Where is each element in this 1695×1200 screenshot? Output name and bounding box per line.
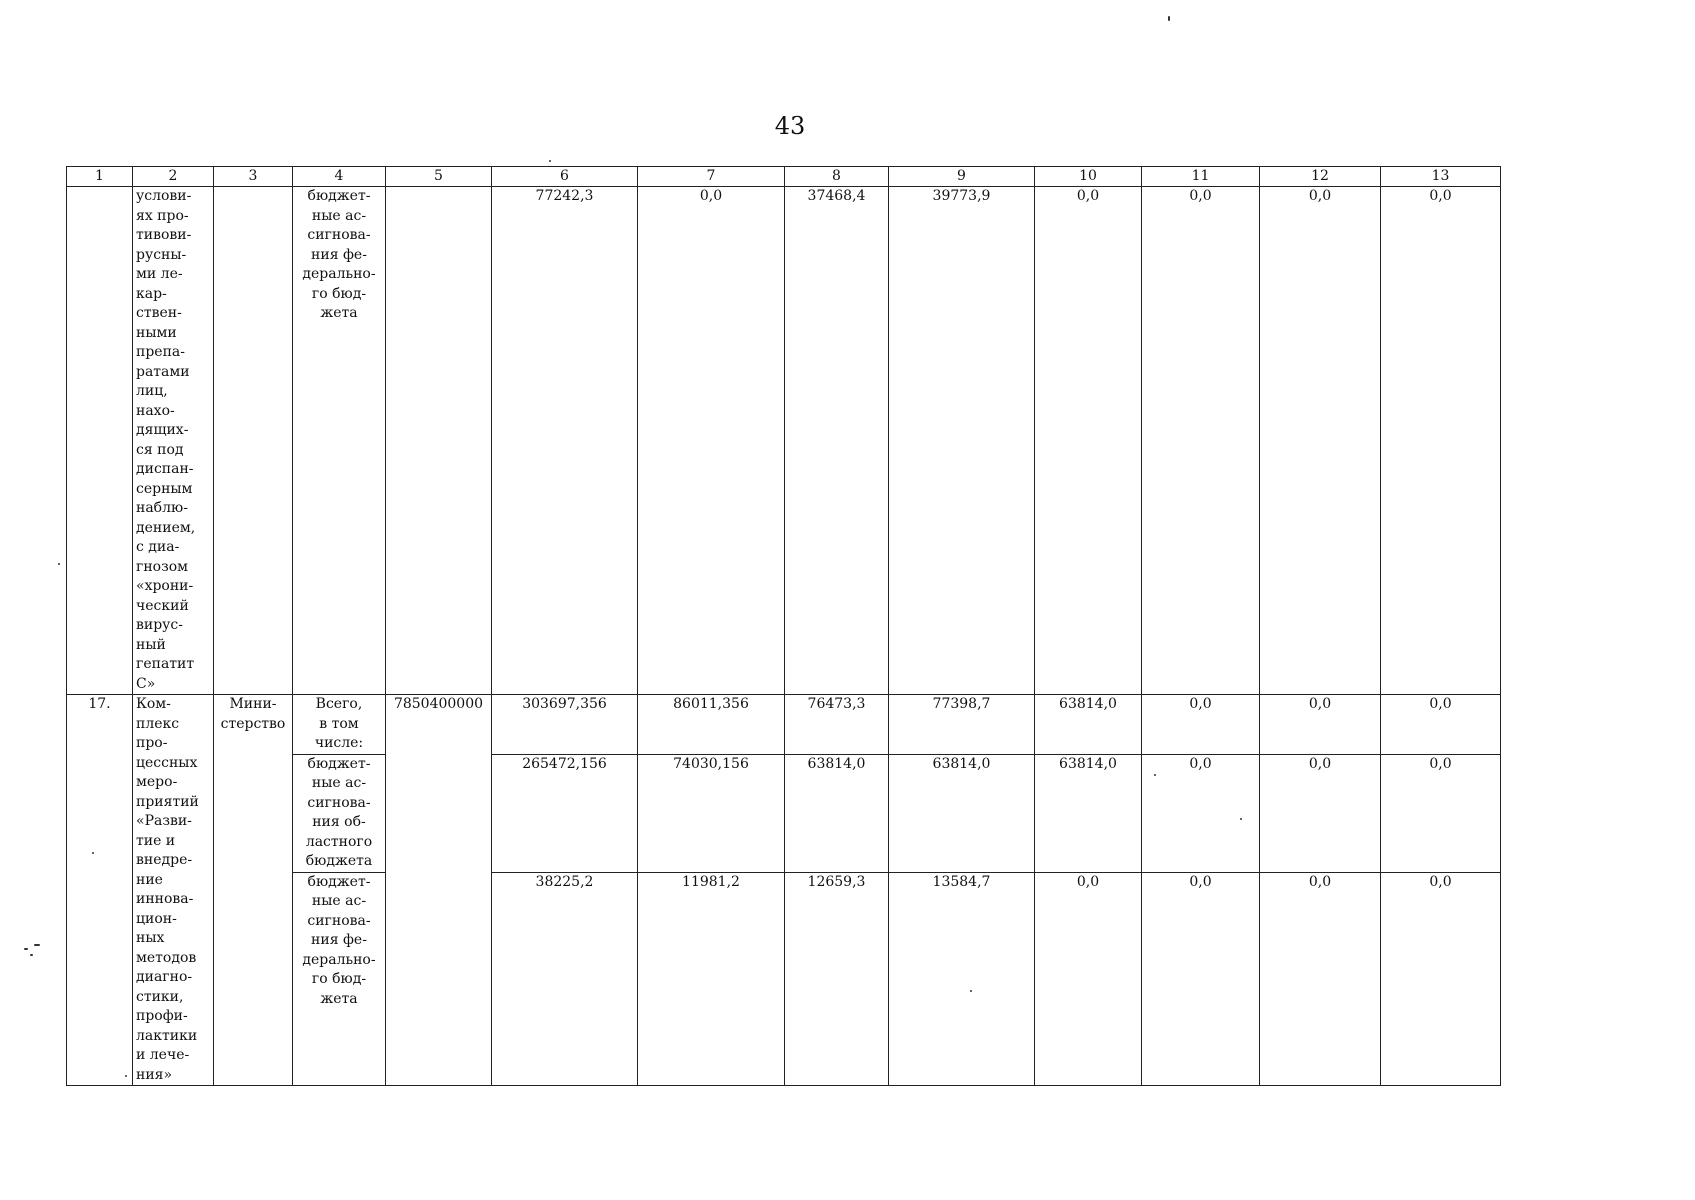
scan-speck xyxy=(125,1075,127,1077)
funding-source-cell: бюджет- ные ас- сигнова- ния фе- дерально- го бюд- жета xyxy=(293,872,386,1086)
column-header: 12 xyxy=(1260,167,1381,187)
value-cell: 0,0 xyxy=(1142,187,1260,695)
value-cell: 38225,2 xyxy=(492,872,638,1086)
value-cell: 63814,0 xyxy=(1035,695,1142,755)
value-cell: 0,0 xyxy=(1035,187,1142,695)
value-cell: 63814,0 xyxy=(785,754,889,872)
executor-cell: Мини- стерство xyxy=(214,695,293,1086)
value-cell: 63814,0 xyxy=(1035,754,1142,872)
value-cell: 77242,3 xyxy=(492,187,638,695)
value-cell: 0,0 xyxy=(1035,872,1142,1086)
scan-speck xyxy=(30,954,33,956)
value-cell: 74030,156 xyxy=(638,754,785,872)
column-header: 2 xyxy=(133,167,214,187)
value-cell: 13584,7 xyxy=(889,872,1035,1086)
column-header: 4 xyxy=(293,167,386,187)
scan-speck xyxy=(92,852,94,854)
column-header: 13 xyxy=(1381,167,1501,187)
value-cell: 0,0 xyxy=(1381,754,1501,872)
scan-speck xyxy=(58,563,60,565)
value-cell: 0,0 xyxy=(1260,754,1381,872)
scan-speck xyxy=(1154,774,1156,776)
scan-speck xyxy=(24,948,28,950)
scan-speck xyxy=(1168,16,1170,21)
page-number: 43 xyxy=(774,112,806,140)
column-header: 9 xyxy=(889,167,1035,187)
item-number-cell xyxy=(67,187,133,695)
value-cell: 265472,156 xyxy=(492,754,638,872)
value-cell: 0,0 xyxy=(1381,695,1501,755)
value-cell: 0,0 xyxy=(1142,872,1260,1086)
value-cell: 303697,356 xyxy=(492,695,638,755)
executor-cell xyxy=(214,187,293,695)
scan-speck xyxy=(1240,818,1242,820)
scan-speck xyxy=(34,944,40,946)
item-name-cell: Ком- плекс про- цессных меро- приятий «Разви- тие и внедре- ние иннова- цион- ных методов диагно- стики, профи- лактики и лече- ния» xyxy=(133,695,214,1086)
value-cell: 39773,9 xyxy=(889,187,1035,695)
value-cell: 0,0 xyxy=(1260,187,1381,695)
column-number-row xyxy=(67,167,1501,187)
value-cell: 0,0 xyxy=(1260,872,1381,1086)
scan-speck xyxy=(549,160,551,162)
column-header: 1 xyxy=(67,167,133,187)
value-cell: 0,0 xyxy=(1381,872,1501,1086)
value-cell: 37468,4 xyxy=(785,187,889,695)
item-name-cell: услови- ях про- тивови- русны- ми ле- кар- ствен- ными препа- ратами лиц, нахо- дящих- ся под диспан- серным наблю- дением, с диа- гнозом «хрони- ческий вирус- ный гепатит С» xyxy=(133,187,214,695)
column-header: 8 xyxy=(785,167,889,187)
table-row-continued xyxy=(67,187,1501,695)
column-header: 11 xyxy=(1142,167,1260,187)
funding-source-cell: бюджет- ные ас- сигнова- ния фе- дерально- го бюд- жета xyxy=(293,187,386,695)
value-cell: 63814,0 xyxy=(889,754,1035,872)
funding-source-cell: Всего, в том числе: xyxy=(293,695,386,755)
budget-table xyxy=(66,166,1501,1086)
code-cell: 7850400000 xyxy=(386,695,492,1086)
value-cell: 0,0 xyxy=(638,187,785,695)
column-header: 10 xyxy=(1035,167,1142,187)
value-cell: 12659,3 xyxy=(785,872,889,1086)
table-row-item-17-total xyxy=(67,695,1501,755)
column-header: 6 xyxy=(492,167,638,187)
value-cell: 77398,7 xyxy=(889,695,1035,755)
column-header: 3 xyxy=(214,167,293,187)
item-number-cell: 17. xyxy=(67,695,133,1086)
value-cell: 0,0 xyxy=(1142,754,1260,872)
value-cell: 0,0 xyxy=(1381,187,1501,695)
value-cell: 86011,356 xyxy=(638,695,785,755)
value-cell: 11981,2 xyxy=(638,872,785,1086)
column-header: 7 xyxy=(638,167,785,187)
value-cell: 0,0 xyxy=(1142,695,1260,755)
value-cell: 0,0 xyxy=(1260,695,1381,755)
funding-source-cell: бюджет- ные ас- сигнова- ния об- ластного бюджета xyxy=(293,754,386,872)
code-cell xyxy=(386,187,492,695)
scan-speck xyxy=(970,990,972,992)
value-cell: 76473,3 xyxy=(785,695,889,755)
column-header: 5 xyxy=(386,167,492,187)
